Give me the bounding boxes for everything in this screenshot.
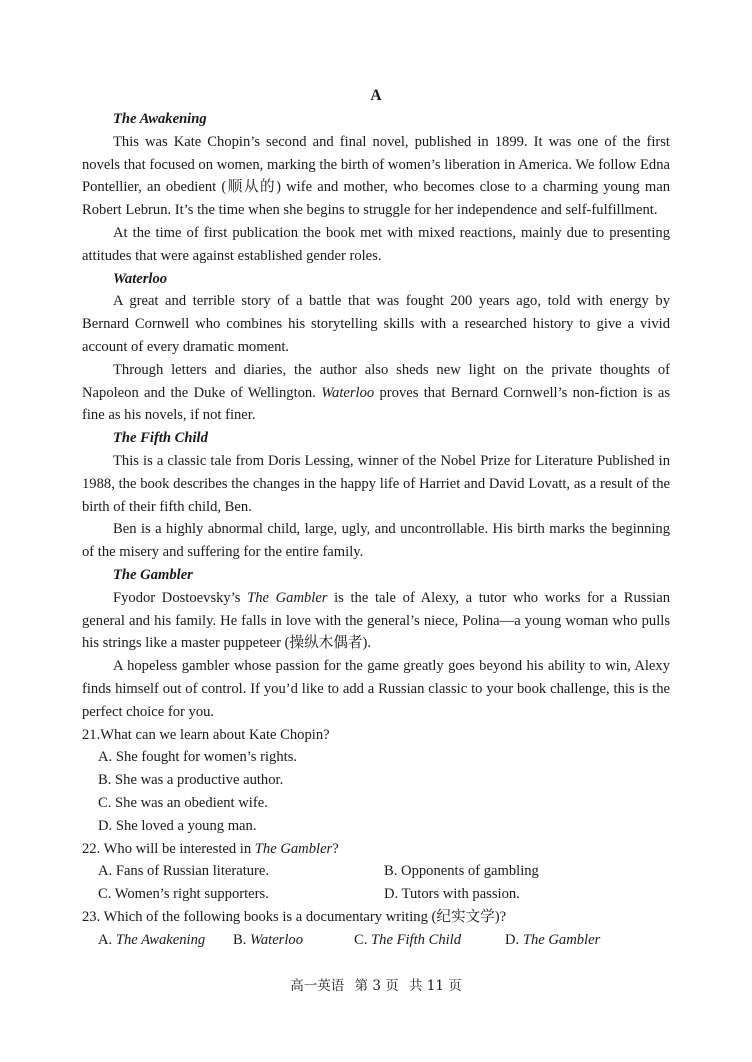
q22-stem-text-b: ? xyxy=(332,840,339,857)
q23-option-b-letter: B. xyxy=(233,931,251,948)
book-title-waterloo: Waterloo xyxy=(113,270,168,287)
q21-option-d[interactable]: D. She loved a young man. xyxy=(98,817,257,834)
waterloo-paragraph-2 xyxy=(82,359,670,427)
q22-option-c[interactable]: C. Women’s right supporters. xyxy=(98,886,269,903)
q23-option-a-letter: A. xyxy=(98,931,116,948)
waterloo-p2-text-b: proves that Bernard Cornwell’s non-fiction is as fine as his novels, if not finer. xyxy=(82,384,670,424)
book-title-fifth-child: The Fifth Child xyxy=(113,430,208,447)
q22-stem-text-a: 22. Who will be interested in xyxy=(82,840,255,857)
section-letter: A xyxy=(370,87,382,104)
gambler-p1-text-b: is the tale of Alexy, a tutor who works for a Russian general and his family. He falls in love with the general’s niece, Polina—a young woman who pulls his strings like a master puppeteer (操纵木偶者). xyxy=(82,589,670,652)
q23-option-a[interactable] xyxy=(98,929,233,952)
reading-passage-a xyxy=(82,85,670,951)
q23-option-c-title: The Fifth Child xyxy=(371,931,462,948)
page-footer xyxy=(0,974,752,994)
book-title-gambler: The Gambler xyxy=(113,566,193,583)
question-22-stem xyxy=(82,838,670,861)
footer-subject: 高一英语 xyxy=(290,978,345,994)
gambler-paragraph-1 xyxy=(82,587,670,655)
q23-option-d-letter: D. xyxy=(505,931,523,948)
book-title-awakening: The Awakening xyxy=(113,111,207,127)
question-21-stem: 21.What can we learn about Kate Chopin? xyxy=(82,726,330,743)
question-23-stem: 23. Which of the following books is a documentary writing (纪实文学)? xyxy=(82,908,507,925)
q21-option-a[interactable]: A. She fought for women’s rights. xyxy=(98,749,298,766)
q23-option-c[interactable] xyxy=(354,929,505,952)
gambler-paragraph-2: A hopeless gambler whose passion for the game greatly goes beyond his ability to win, Alexy finds himself out of control. If you’d like to add a Russian classic to your book challenge, this is the perfect choice for you. xyxy=(82,658,670,720)
footer-page-number: 第 3 页 xyxy=(354,978,399,994)
fifth-child-paragraph-1: This is a classic tale from Doris Lessing, winner of the Nobel Prize for Literature Published in 1988, the book describes the changes in the happy life of Harriet and David Lovatt, as a result of the birth of their fifth child, Ben. xyxy=(82,452,670,515)
q23-option-a-title: The Awakening xyxy=(115,931,206,948)
question-22-options-row-2 xyxy=(82,883,670,906)
waterloo-p2-italic-title: Waterloo xyxy=(321,384,375,401)
question-22-options-row-1 xyxy=(82,860,670,883)
q23-option-d[interactable] xyxy=(505,929,625,952)
awakening-paragraph-2: At the time of first publication the book met with mixed reactions, mainly due to presenting attitudes that were against established gender roles. xyxy=(82,224,670,264)
waterloo-paragraph-1: A great and terrible story of a battle that was fought 200 years ago, told with energy by Bernard Cornwell who combines his storytelling skills with a researched history to give a vivid account of every dramatic moment. xyxy=(82,293,670,355)
gambler-p1-text-a: Fyodor Dostoevsky’s xyxy=(113,589,248,606)
q23-option-b[interactable] xyxy=(233,929,354,952)
q23-option-c-letter: C. xyxy=(354,931,372,948)
footer-total-pages: 共 11 页 xyxy=(409,978,462,994)
q22-stem-italic-title: The Gambler xyxy=(254,840,333,857)
fifth-child-paragraph-2: Ben is a highly abnormal child, large, ugly, and uncontrollable. His birth marks the beginning of the misery and suffering for the entire family. xyxy=(82,521,670,561)
q22-option-d[interactable]: D. Tutors with passion. xyxy=(384,886,520,903)
awakening-paragraph-1: This was Kate Chopin’s second and final novel, published in 1899. It was one of the first novels that focused on women, marking the birth of women’s liberation in America. We follow Edna Pontellier, an obedient (顺从的) wife and mother, who becomes close to a charming young man Robert Lebrun. It’s the time when she begins to struggle for her independence and self-fulfillment. xyxy=(82,133,670,219)
question-21-options xyxy=(82,746,670,837)
q21-option-b[interactable]: B. She was a productive author. xyxy=(98,772,284,789)
waterloo-p2-text-a: Through letters and diaries, the author also sheds new light on the private thoughts of Napoleon and the Duke of Wellington. xyxy=(82,361,670,401)
q23-option-b-title: Waterloo xyxy=(250,931,304,948)
q21-option-c[interactable]: C. She was an obedient wife. xyxy=(98,794,268,811)
q22-option-a[interactable]: A. Fans of Russian literature. xyxy=(98,863,270,880)
gambler-p1-italic-title: The Gambler xyxy=(247,589,328,606)
question-23-options xyxy=(82,929,670,952)
q22-option-b[interactable]: B. Opponents of gambling xyxy=(384,863,539,880)
q23-option-d-title: The Gambler xyxy=(522,931,601,948)
